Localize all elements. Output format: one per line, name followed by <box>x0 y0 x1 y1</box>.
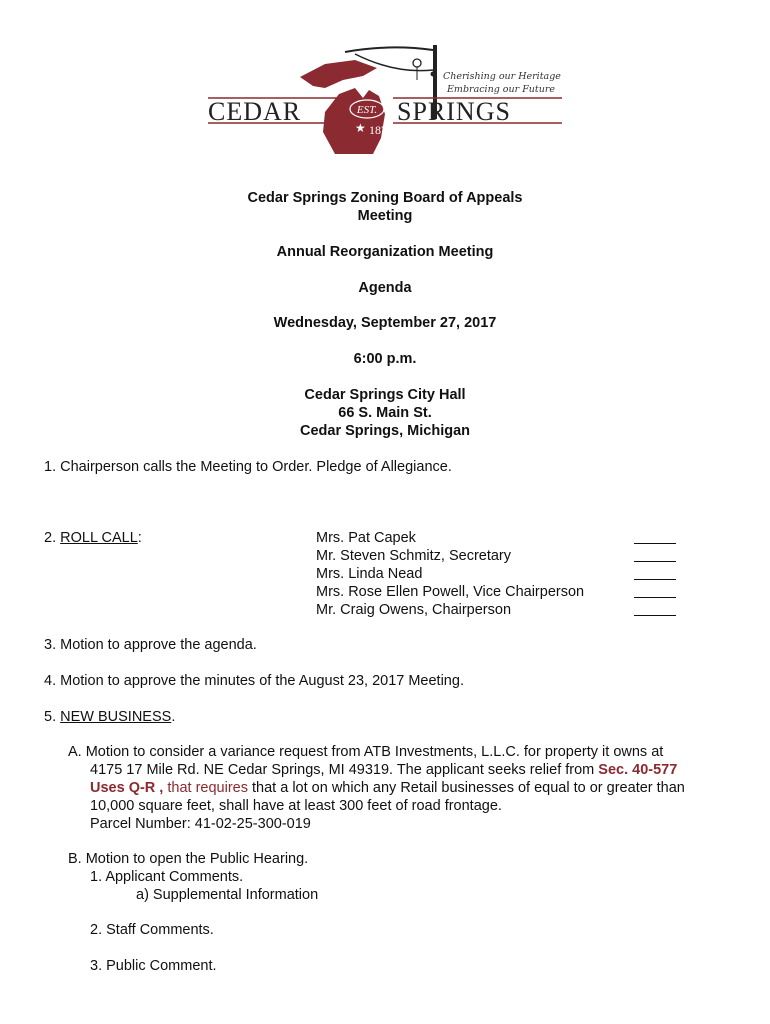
new-business-label: NEW BUSINESS <box>60 709 172 725</box>
agenda-item-2 <box>44 529 142 547</box>
item-b-applicant-comments: 1. Applicant Comments. <box>90 869 244 885</box>
meeting-subtitle: Annual Reorganization Meeting <box>276 244 494 260</box>
roll-call-colon: : <box>137 530 142 546</box>
that-requires: that requires <box>163 780 248 796</box>
section-reference: Sec. 40-577 <box>598 762 678 778</box>
item-b-staff-comments: 2. Staff Comments. <box>90 922 214 938</box>
logo-name-left: CEDAR <box>208 97 302 126</box>
agenda-item-3: 3. Motion to approve the agenda. <box>44 637 257 653</box>
venue-name: Cedar Springs City Hall <box>304 387 466 403</box>
roll-member-4: Mrs. Rose Ellen Powell, Vice Chairperson <box>316 584 585 600</box>
item-a-line-2 <box>90 761 677 779</box>
sign-bracket <box>345 47 433 52</box>
upper-peninsula-shape <box>300 60 377 88</box>
roll-call-label: ROLL CALL <box>60 530 138 546</box>
star-icon: ★ <box>355 121 366 135</box>
item-a-line-3 <box>90 779 685 797</box>
roll-blank-5 <box>634 615 676 616</box>
roll-member-5: Mr. Craig Owens, Chairperson <box>316 602 512 618</box>
meeting-date: Wednesday, September 27, 2017 <box>273 315 497 331</box>
parcel-number: Parcel Number: 41-02-25-300-019 <box>90 816 311 832</box>
item-a-address: 4175 17 Mile Rd. NE Cedar Springs, MI 49319. The applicant seeks relief from <box>90 762 599 778</box>
roll-blank-1 <box>634 543 676 544</box>
item-b-public-comment: 3. Public Comment. <box>90 958 217 974</box>
roll-member-2: Mr. Steven Schmitz, Secretary <box>316 548 512 564</box>
item-2-number: 2. <box>44 530 57 546</box>
roll-blank-4 <box>634 597 676 598</box>
new-business-dot: . <box>171 709 176 725</box>
agenda-item-5 <box>44 708 175 726</box>
meeting-time: 6:00 p.m. <box>353 351 417 367</box>
meeting-title: Cedar Springs Zoning Board of Appeals <box>247 190 523 206</box>
logo-tagline-2: Embracing our Future <box>447 84 556 95</box>
item-a-line-1: A. Motion to consider a variance request from ATB Investments, L.L.C. for property it owns at <box>68 744 664 760</box>
cedar-springs-logo <box>205 42 570 154</box>
logo-tagline-1: Cherishing our Heritage <box>443 71 561 82</box>
item-5-number: 5. <box>44 709 57 725</box>
item-b-supplemental-info: a) Supplemental Information <box>136 887 319 903</box>
agenda-heading: Agenda <box>358 280 412 296</box>
agenda-item-1: 1. Chairperson calls the Meeting to Order. Pledge of Allegiance. <box>44 459 452 475</box>
logo-name-right: SPRINGS <box>397 97 511 126</box>
logo-year: 1871 <box>369 123 393 137</box>
logo-est: EST. <box>356 104 378 116</box>
roll-member-1: Mrs. Pat Capek <box>316 530 416 546</box>
agenda-item-4: 4. Motion to approve the minutes of the August 23, 2017 Meeting. <box>44 673 464 689</box>
meeting-title-line-2: Meeting <box>357 208 413 224</box>
item-a-requirement: that a lot on which any Retail businesses of equal to or greater than <box>247 780 685 796</box>
roll-blank-3 <box>634 579 676 580</box>
roll-member-3: Mrs. Linda Nead <box>316 566 423 582</box>
uses-reference: Uses Q-R , <box>90 780 164 796</box>
venue-street: 66 S. Main St. <box>338 405 432 421</box>
item-a-line-4: 10,000 square feet, shall have at least 300 feet of road frontage. <box>90 798 502 814</box>
roll-blank-2 <box>634 561 676 562</box>
venue-city: Cedar Springs, Michigan <box>300 423 470 439</box>
item-b-line-1: B. Motion to open the Public Hearing. <box>68 851 309 867</box>
